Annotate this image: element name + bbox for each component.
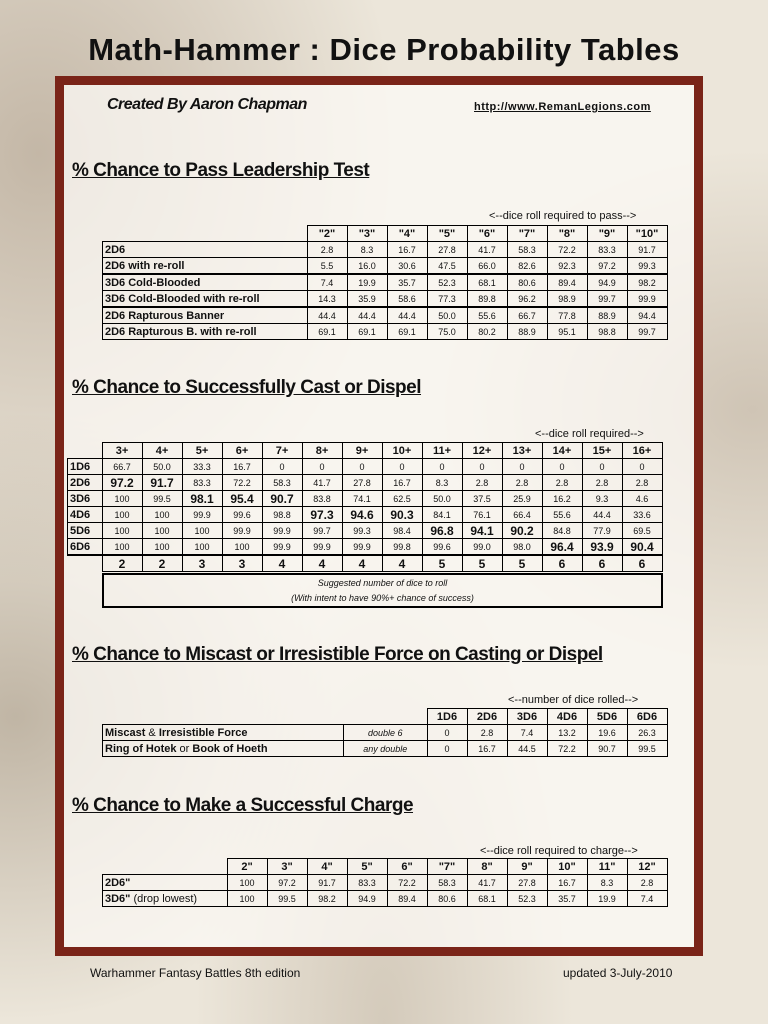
table-cell: 50.0 bbox=[427, 307, 467, 324]
header-spacer bbox=[103, 226, 308, 242]
table-cell: 95.1 bbox=[547, 324, 587, 340]
table-cell: 99.9 bbox=[627, 291, 667, 308]
row-label-extra: (drop lowest) bbox=[130, 892, 198, 905]
table-cell: 99.9 bbox=[302, 539, 342, 556]
column-header: 5" bbox=[347, 859, 387, 875]
table-cell: 0 bbox=[622, 459, 662, 475]
table-cell: 66.4 bbox=[502, 507, 542, 523]
table-cell: 68.1 bbox=[467, 274, 507, 291]
footer-updated: updated 3-July-2010 bbox=[563, 966, 673, 980]
table-row bbox=[103, 242, 668, 258]
table-cell: 95.4 bbox=[222, 491, 262, 507]
table-cell: 25.9 bbox=[502, 491, 542, 507]
author-credit: Created By Aaron Chapman bbox=[107, 96, 307, 113]
table-row bbox=[68, 523, 663, 539]
table-cell: 91.7 bbox=[307, 875, 347, 891]
table-cell: 100 bbox=[102, 507, 142, 523]
table-cell: 35.9 bbox=[347, 291, 387, 308]
column-header: 12" bbox=[627, 859, 667, 875]
table-cell: 99.3 bbox=[627, 258, 667, 275]
column-header: 12+ bbox=[462, 443, 502, 459]
suggested-dice-count: 5 bbox=[422, 555, 462, 572]
suggested-dice-count: 3 bbox=[182, 555, 222, 572]
table-cell: 9.3 bbox=[582, 491, 622, 507]
charge-heading: % Chance to Make a Successful Charge bbox=[72, 795, 414, 816]
table-cell: 58.3 bbox=[262, 475, 302, 491]
header-spacer bbox=[103, 859, 228, 875]
leadership-heading: % Chance to Pass Leadership Test bbox=[72, 160, 370, 181]
row-label bbox=[103, 741, 344, 757]
table-cell: 88.9 bbox=[507, 324, 547, 340]
row-label: 2D6" bbox=[103, 875, 228, 891]
suggested-dice-count: 5 bbox=[502, 555, 542, 572]
column-header: 9+ bbox=[342, 443, 382, 459]
table-cell: 41.7 bbox=[302, 475, 342, 491]
table-cell: 27.8 bbox=[507, 875, 547, 891]
column-header: 13+ bbox=[502, 443, 542, 459]
table-cell: 5.5 bbox=[307, 258, 347, 275]
table-cell: 98.8 bbox=[587, 324, 627, 340]
table-cell: 55.6 bbox=[542, 507, 582, 523]
table-cell: 76.1 bbox=[462, 507, 502, 523]
column-header: 6D6 bbox=[627, 709, 667, 725]
row-label: 2D6 with re-roll bbox=[103, 258, 308, 275]
table-cell: 98.8 bbox=[262, 507, 302, 523]
table-cell: 2.8 bbox=[542, 475, 582, 491]
table-cell: 80.6 bbox=[507, 274, 547, 291]
table-cell: 2.8 bbox=[467, 725, 507, 741]
column-header: "7" bbox=[507, 226, 547, 242]
table-header-row bbox=[103, 226, 668, 242]
header-spacer bbox=[68, 443, 103, 459]
table-cell: 98.2 bbox=[627, 274, 667, 291]
row-label-part: Irresistible Force bbox=[155, 726, 248, 739]
table-cell: 99.9 bbox=[262, 523, 302, 539]
suggested-dice-count: 4 bbox=[342, 555, 382, 572]
table-cell: 69.1 bbox=[307, 324, 347, 340]
leadership-note: <--dice roll required to pass--> bbox=[489, 210, 637, 222]
table-cell: 62.5 bbox=[382, 491, 422, 507]
table-row bbox=[103, 291, 668, 308]
column-header: 2D6 bbox=[467, 709, 507, 725]
table-cell: 14.3 bbox=[307, 291, 347, 308]
table-cell: 97.3 bbox=[302, 507, 342, 523]
footer-edition: Warhammer Fantasy Battles 8th edition bbox=[90, 966, 301, 980]
table-cell: 16.7 bbox=[382, 475, 422, 491]
charge-table bbox=[102, 858, 668, 907]
table-cell: 0 bbox=[262, 459, 302, 475]
table-cell: 66.0 bbox=[467, 258, 507, 275]
table-cell: 99.5 bbox=[267, 891, 307, 907]
table-cell: 27.8 bbox=[342, 475, 382, 491]
row-label: 4D6 bbox=[68, 507, 103, 523]
row-label-part: & bbox=[145, 726, 156, 739]
table-cell: 69.5 bbox=[622, 523, 662, 539]
table-cell: 47.5 bbox=[427, 258, 467, 275]
table-cell: 100 bbox=[102, 523, 142, 539]
table-cell: 72.2 bbox=[547, 741, 587, 757]
table-cell: 99.9 bbox=[262, 539, 302, 556]
suggested-row bbox=[68, 555, 663, 572]
column-header: 1D6 bbox=[427, 709, 467, 725]
table-cell: 100 bbox=[182, 523, 222, 539]
table-row bbox=[68, 507, 663, 523]
table-cell: 99.7 bbox=[302, 523, 342, 539]
suggested-dice-count: 4 bbox=[302, 555, 342, 572]
row-label: 3D6" (drop lowest) bbox=[103, 891, 228, 907]
casting-table bbox=[67, 442, 663, 572]
table-row bbox=[68, 491, 663, 507]
table-cell: 4.6 bbox=[622, 491, 662, 507]
table-cell: 99.6 bbox=[222, 507, 262, 523]
table-cell: 98.9 bbox=[547, 291, 587, 308]
dice-condition: double 6 bbox=[344, 725, 428, 741]
table-cell: 88.9 bbox=[587, 307, 627, 324]
table-cell: 80.6 bbox=[427, 891, 467, 907]
table-header-row bbox=[103, 859, 668, 875]
column-header: 10+ bbox=[382, 443, 422, 459]
table-cell: 83.8 bbox=[302, 491, 342, 507]
table-cell: 92.3 bbox=[547, 258, 587, 275]
table-cell: 0 bbox=[302, 459, 342, 475]
table-row bbox=[103, 725, 668, 741]
table-cell: 2.8 bbox=[582, 475, 622, 491]
table-cell: 2.8 bbox=[462, 475, 502, 491]
table-cell: 30.6 bbox=[387, 258, 427, 275]
table-cell: 84.1 bbox=[422, 507, 462, 523]
suggested-dice-count: 6 bbox=[622, 555, 662, 572]
table-row bbox=[103, 274, 668, 291]
table-cell: 44.4 bbox=[347, 307, 387, 324]
table-cell: 0 bbox=[427, 741, 467, 757]
table-cell: 69.1 bbox=[347, 324, 387, 340]
column-header: 4" bbox=[307, 859, 347, 875]
table-cell: 69.1 bbox=[387, 324, 427, 340]
table-cell: 100 bbox=[102, 491, 142, 507]
table-row bbox=[68, 539, 663, 556]
table-cell: 82.6 bbox=[507, 258, 547, 275]
table-cell: 44.5 bbox=[507, 741, 547, 757]
suggested-dice-count: 6 bbox=[542, 555, 582, 572]
table-cell: 8.3 bbox=[422, 475, 462, 491]
table-cell: 94.4 bbox=[627, 307, 667, 324]
table-cell: 27.8 bbox=[427, 242, 467, 258]
table-cell: 93.9 bbox=[582, 539, 622, 556]
table-cell: 41.7 bbox=[467, 242, 507, 258]
table-cell: 50.0 bbox=[422, 491, 462, 507]
column-header: "9" bbox=[587, 226, 627, 242]
table-cell: 100 bbox=[227, 891, 267, 907]
table-cell: 16.7 bbox=[467, 741, 507, 757]
row-label: 2D6 Rapturous Banner bbox=[103, 307, 308, 324]
table-cell: 89.8 bbox=[467, 291, 507, 308]
row-label: 5D6 bbox=[68, 523, 103, 539]
row-label: 3D6 Cold-Blooded bbox=[103, 274, 308, 291]
casting-note: <--dice roll required--> bbox=[535, 428, 644, 440]
table-cell: 13.2 bbox=[547, 725, 587, 741]
table-cell: 90.7 bbox=[262, 491, 302, 507]
table-cell: 66.7 bbox=[102, 459, 142, 475]
table-row bbox=[68, 475, 663, 491]
table-cell: 99.9 bbox=[342, 539, 382, 556]
table-cell: 97.2 bbox=[267, 875, 307, 891]
table-cell: 2.8 bbox=[622, 475, 662, 491]
table-cell: 96.4 bbox=[542, 539, 582, 556]
column-header: "6" bbox=[467, 226, 507, 242]
miscast-table bbox=[102, 708, 668, 757]
table-cell: 89.4 bbox=[547, 274, 587, 291]
table-cell: 0 bbox=[427, 725, 467, 741]
table-cell: 19.9 bbox=[587, 891, 627, 907]
table-cell: 52.3 bbox=[507, 891, 547, 907]
suggested-dice-count: 4 bbox=[262, 555, 302, 572]
column-header: 15+ bbox=[582, 443, 622, 459]
column-header: "3" bbox=[347, 226, 387, 242]
table-cell: 0 bbox=[422, 459, 462, 475]
table-cell: 99.9 bbox=[182, 507, 222, 523]
row-label: 2D6 bbox=[68, 475, 103, 491]
column-header: "7" bbox=[427, 859, 467, 875]
page-title: Math-Hammer : Dice Probability Tables bbox=[88, 32, 680, 67]
table-cell: 55.6 bbox=[467, 307, 507, 324]
column-header: 14+ bbox=[542, 443, 582, 459]
table-cell: 83.3 bbox=[587, 242, 627, 258]
row-label: 3D6 Cold-Blooded with re-roll bbox=[103, 291, 308, 308]
suggested-dice-count: 4 bbox=[382, 555, 422, 572]
column-header: "10" bbox=[627, 226, 667, 242]
table-cell: 83.3 bbox=[347, 875, 387, 891]
row-label-part: or bbox=[176, 742, 190, 755]
table-cell: 7.4 bbox=[627, 891, 667, 907]
row-label: 1D6 bbox=[68, 459, 103, 475]
row-label: 2D6 bbox=[103, 242, 308, 258]
column-header: "4" bbox=[387, 226, 427, 242]
row-label: 3D6 bbox=[68, 491, 103, 507]
table-cell: 98.4 bbox=[382, 523, 422, 539]
table-cell: 35.7 bbox=[387, 274, 427, 291]
suggested-dice-count: 6 bbox=[582, 555, 622, 572]
row-label bbox=[103, 725, 344, 741]
suggested-spacer bbox=[68, 555, 103, 572]
table-cell: 99.8 bbox=[382, 539, 422, 556]
table-cell: 99.7 bbox=[627, 324, 667, 340]
column-header: 8+ bbox=[302, 443, 342, 459]
table-cell: 94.9 bbox=[587, 274, 627, 291]
table-cell: 90.2 bbox=[502, 523, 542, 539]
table-cell: 8.3 bbox=[347, 242, 387, 258]
table-cell: 98.2 bbox=[307, 891, 347, 907]
table-row bbox=[103, 891, 668, 907]
table-cell: 16.7 bbox=[387, 242, 427, 258]
table-cell: 58.6 bbox=[387, 291, 427, 308]
leadership-table bbox=[102, 225, 668, 340]
column-header: 3" bbox=[267, 859, 307, 875]
table-cell: 80.2 bbox=[467, 324, 507, 340]
header-spacer bbox=[344, 709, 428, 725]
column-header: "8" bbox=[547, 226, 587, 242]
table-cell: 58.3 bbox=[427, 875, 467, 891]
table-header-row bbox=[103, 709, 668, 725]
table-cell: 66.7 bbox=[507, 307, 547, 324]
column-header: 4D6 bbox=[547, 709, 587, 725]
column-header: 8" bbox=[467, 859, 507, 875]
row-label-part: Book of Hoeth bbox=[189, 742, 268, 755]
column-header: 6+ bbox=[222, 443, 262, 459]
column-header: 2" bbox=[227, 859, 267, 875]
table-cell: 97.2 bbox=[587, 258, 627, 275]
table-cell: 99.9 bbox=[222, 523, 262, 539]
table-cell: 100 bbox=[142, 507, 182, 523]
table-cell: 0 bbox=[582, 459, 622, 475]
website-link[interactable]: http://www.RemanLegions.com bbox=[474, 101, 651, 113]
table-cell: 94.1 bbox=[462, 523, 502, 539]
table-cell: 96.2 bbox=[507, 291, 547, 308]
suggested-dice-count: 5 bbox=[462, 555, 502, 572]
table-cell: 0 bbox=[502, 459, 542, 475]
column-header: 11" bbox=[587, 859, 627, 875]
column-header: 4+ bbox=[142, 443, 182, 459]
table-cell: 44.4 bbox=[387, 307, 427, 324]
column-header: 5D6 bbox=[587, 709, 627, 725]
suggested-note-box bbox=[102, 573, 663, 608]
table-cell: 91.7 bbox=[627, 242, 667, 258]
table-cell: 83.3 bbox=[182, 475, 222, 491]
table-cell: 74.1 bbox=[342, 491, 382, 507]
miscast-heading: % Chance to Miscast or Irresistible Force on Casting or Dispel bbox=[72, 644, 603, 665]
table-cell: 58.3 bbox=[507, 242, 547, 258]
table-cell: 77.8 bbox=[547, 307, 587, 324]
table-cell: 19.6 bbox=[587, 725, 627, 741]
table-row bbox=[103, 307, 668, 324]
suggested-note-line2: (With intent to have 90%+ chance of success) bbox=[291, 593, 474, 603]
table-cell: 52.3 bbox=[427, 274, 467, 291]
table-header-row bbox=[68, 443, 663, 459]
table-row bbox=[103, 258, 668, 275]
column-header: 5+ bbox=[182, 443, 222, 459]
table-cell: 2.8 bbox=[502, 475, 542, 491]
table-cell: 16.7 bbox=[222, 459, 262, 475]
table-cell: 8.3 bbox=[587, 875, 627, 891]
table-cell: 44.4 bbox=[307, 307, 347, 324]
table-cell: 77.3 bbox=[427, 291, 467, 308]
table-cell: 33.6 bbox=[622, 507, 662, 523]
table-row bbox=[103, 875, 668, 891]
table-cell: 0 bbox=[382, 459, 422, 475]
table-cell: 26.3 bbox=[627, 725, 667, 741]
charge-note: <--dice roll required to charge--> bbox=[480, 845, 638, 857]
table-cell: 37.5 bbox=[462, 491, 502, 507]
table-cell: 68.1 bbox=[467, 891, 507, 907]
table-cell: 98.1 bbox=[182, 491, 222, 507]
table-cell: 50.0 bbox=[142, 459, 182, 475]
table-cell: 89.4 bbox=[387, 891, 427, 907]
table-cell: 94.9 bbox=[347, 891, 387, 907]
suggested-dice-count: 2 bbox=[102, 555, 142, 572]
table-row bbox=[103, 741, 668, 757]
table-cell: 100 bbox=[102, 539, 142, 556]
column-header: 3+ bbox=[102, 443, 142, 459]
table-cell: 2.8 bbox=[307, 242, 347, 258]
table-cell: 90.3 bbox=[382, 507, 422, 523]
table-cell: 100 bbox=[142, 539, 182, 556]
table-cell: 100 bbox=[227, 875, 267, 891]
table-cell: 7.4 bbox=[507, 725, 547, 741]
table-cell: 94.6 bbox=[342, 507, 382, 523]
table-cell: 100 bbox=[222, 539, 262, 556]
table-cell: 35.7 bbox=[547, 891, 587, 907]
table-cell: 19.9 bbox=[347, 274, 387, 291]
table-cell: 72.2 bbox=[547, 242, 587, 258]
column-header: 3D6 bbox=[507, 709, 547, 725]
table-cell: 99.3 bbox=[342, 523, 382, 539]
table-cell: 96.8 bbox=[422, 523, 462, 539]
table-cell: 16.2 bbox=[542, 491, 582, 507]
table-cell: 16.0 bbox=[347, 258, 387, 275]
suggested-dice-count: 2 bbox=[142, 555, 182, 572]
table-cell: 33.3 bbox=[182, 459, 222, 475]
header-spacer bbox=[103, 709, 344, 725]
suggested-dice-count: 3 bbox=[222, 555, 262, 572]
miscast-note: <--number of dice rolled--> bbox=[508, 694, 639, 706]
table-cell: 99.5 bbox=[627, 741, 667, 757]
column-header: 11+ bbox=[422, 443, 462, 459]
table-cell: 98.0 bbox=[502, 539, 542, 556]
table-cell: 0 bbox=[542, 459, 582, 475]
table-cell: 90.7 bbox=[587, 741, 627, 757]
row-label-part: Ring of Hotek bbox=[105, 742, 177, 755]
table-cell: 99.0 bbox=[462, 539, 502, 556]
table-cell: 7.4 bbox=[307, 274, 347, 291]
column-header: 9" bbox=[507, 859, 547, 875]
column-header: "5" bbox=[427, 226, 467, 242]
table-cell: 99.6 bbox=[422, 539, 462, 556]
table-cell: 77.9 bbox=[582, 523, 622, 539]
column-header: 7+ bbox=[262, 443, 302, 459]
table-cell: 100 bbox=[182, 539, 222, 556]
table-cell: 44.4 bbox=[582, 507, 622, 523]
table-cell: 90.4 bbox=[622, 539, 662, 556]
suggested-note-line1: Suggested number of dice to roll bbox=[317, 578, 448, 588]
table-row bbox=[103, 324, 668, 340]
column-header: "2" bbox=[307, 226, 347, 242]
table-cell: 0 bbox=[342, 459, 382, 475]
row-label: 6D6 bbox=[68, 539, 103, 556]
column-header: 10" bbox=[547, 859, 587, 875]
table-cell: 99.5 bbox=[142, 491, 182, 507]
table-cell: 0 bbox=[462, 459, 502, 475]
table-cell: 41.7 bbox=[467, 875, 507, 891]
table-cell: 100 bbox=[142, 523, 182, 539]
row-label-part: Miscast bbox=[105, 726, 146, 739]
table-cell: 99.7 bbox=[587, 291, 627, 308]
table-cell: 72.2 bbox=[387, 875, 427, 891]
table-cell: 84.8 bbox=[542, 523, 582, 539]
dice-condition: any double bbox=[344, 741, 428, 757]
table-cell: 91.7 bbox=[142, 475, 182, 491]
column-header: 6" bbox=[387, 859, 427, 875]
table-cell: 2.8 bbox=[627, 875, 667, 891]
column-header: 16+ bbox=[622, 443, 662, 459]
casting-heading: % Chance to Successfully Cast or Dispel bbox=[72, 377, 422, 398]
table-cell: 97.2 bbox=[102, 475, 142, 491]
table-cell: 75.0 bbox=[427, 324, 467, 340]
row-label: 2D6 Rapturous B. with re-roll bbox=[103, 324, 308, 340]
table-row bbox=[68, 459, 663, 475]
table-cell: 16.7 bbox=[547, 875, 587, 891]
table-cell: 72.2 bbox=[222, 475, 262, 491]
